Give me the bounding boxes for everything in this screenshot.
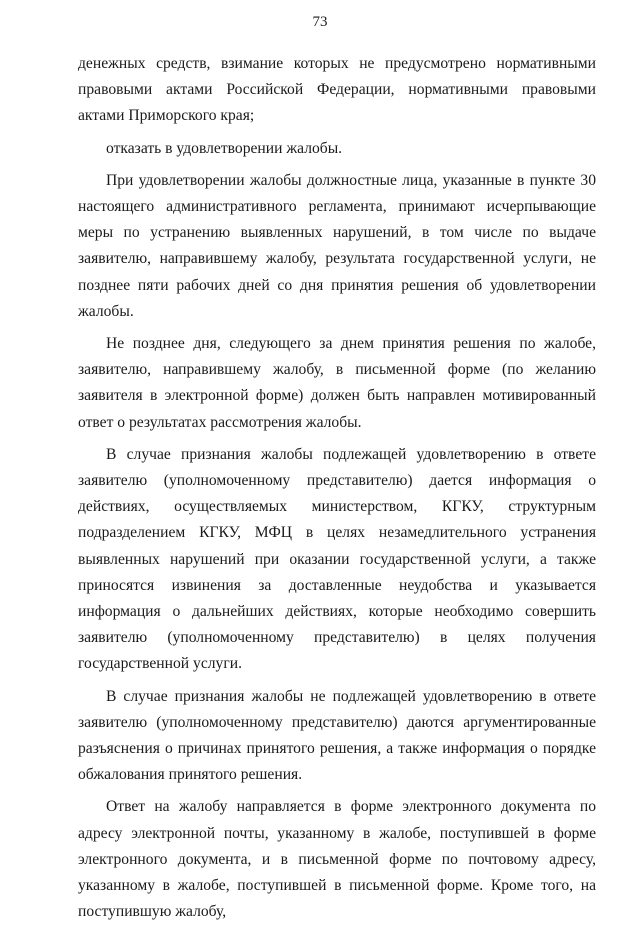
paragraph: Ответ на жалобу направляется в форме электронного документа по адресу электронной почты, указанному в жалобе, поступившей в форме электронного документа, и в письменной форме по почтовому адресу, указанному в жалобе, поступившей в письменной форме. Кроме того, на поступившую жалобу,	[78, 798, 596, 921]
page-number: 73	[312, 14, 328, 30]
paragraph: Не позднее дня, следующего за днем принятия решения по жалобе, заявителю, направившему жалобу, в письменной форме (по желанию заявителя в электронной форме) должен быть направлен мотивированный ответ о результатах рассмотрения жалобы.	[78, 335, 596, 431]
document-body	[78, 51, 596, 926]
paragraph: В случае признания жалобы не подлежащей удовлетворению в ответе заявителю (уполномоченному представителю) даются аргументированные разъяснения о причинах принятого решения, а также информация о порядке обжалования принятого решения.	[78, 687, 596, 784]
paragraph: отказать в удовлетворении жалобы.	[106, 139, 343, 157]
paragraph-continuation: денежных средств, взимание которых не предусмотрено нормативными правовыми актами Российской Федерации, нормативными правовыми актами Приморского края;	[78, 55, 596, 125]
paragraph: В случае признания жалобы подлежащей удовлетворению в ответе заявителю (уполномоченному представителю) дается информация о действиях, осуществляемых министерством, КГКУ, структурным подразделением КГКУ, МФЦ в целях незамедлительного устранения выявленных нарушений при оказании государственной услуги, а также приносятся извинения за доставленные неудобства и указывается информация о дальнейших действиях, которые необходимо совершить заявителю (уполномоченному представителю) в целях получения государственной услуги.	[78, 445, 596, 673]
paragraph: При удовлетворении жалобы должностные лица, указанные в пункте 30 настоящего административного регламента, принимают исчерпывающие меры по устранению выявленных нарушений, в том числе по выдаче заявителю, направившему жалобу, результата государственной услуги, не позднее пяти рабочих дней со дня принятия решения об удовлетворении жалобы.	[78, 171, 596, 320]
